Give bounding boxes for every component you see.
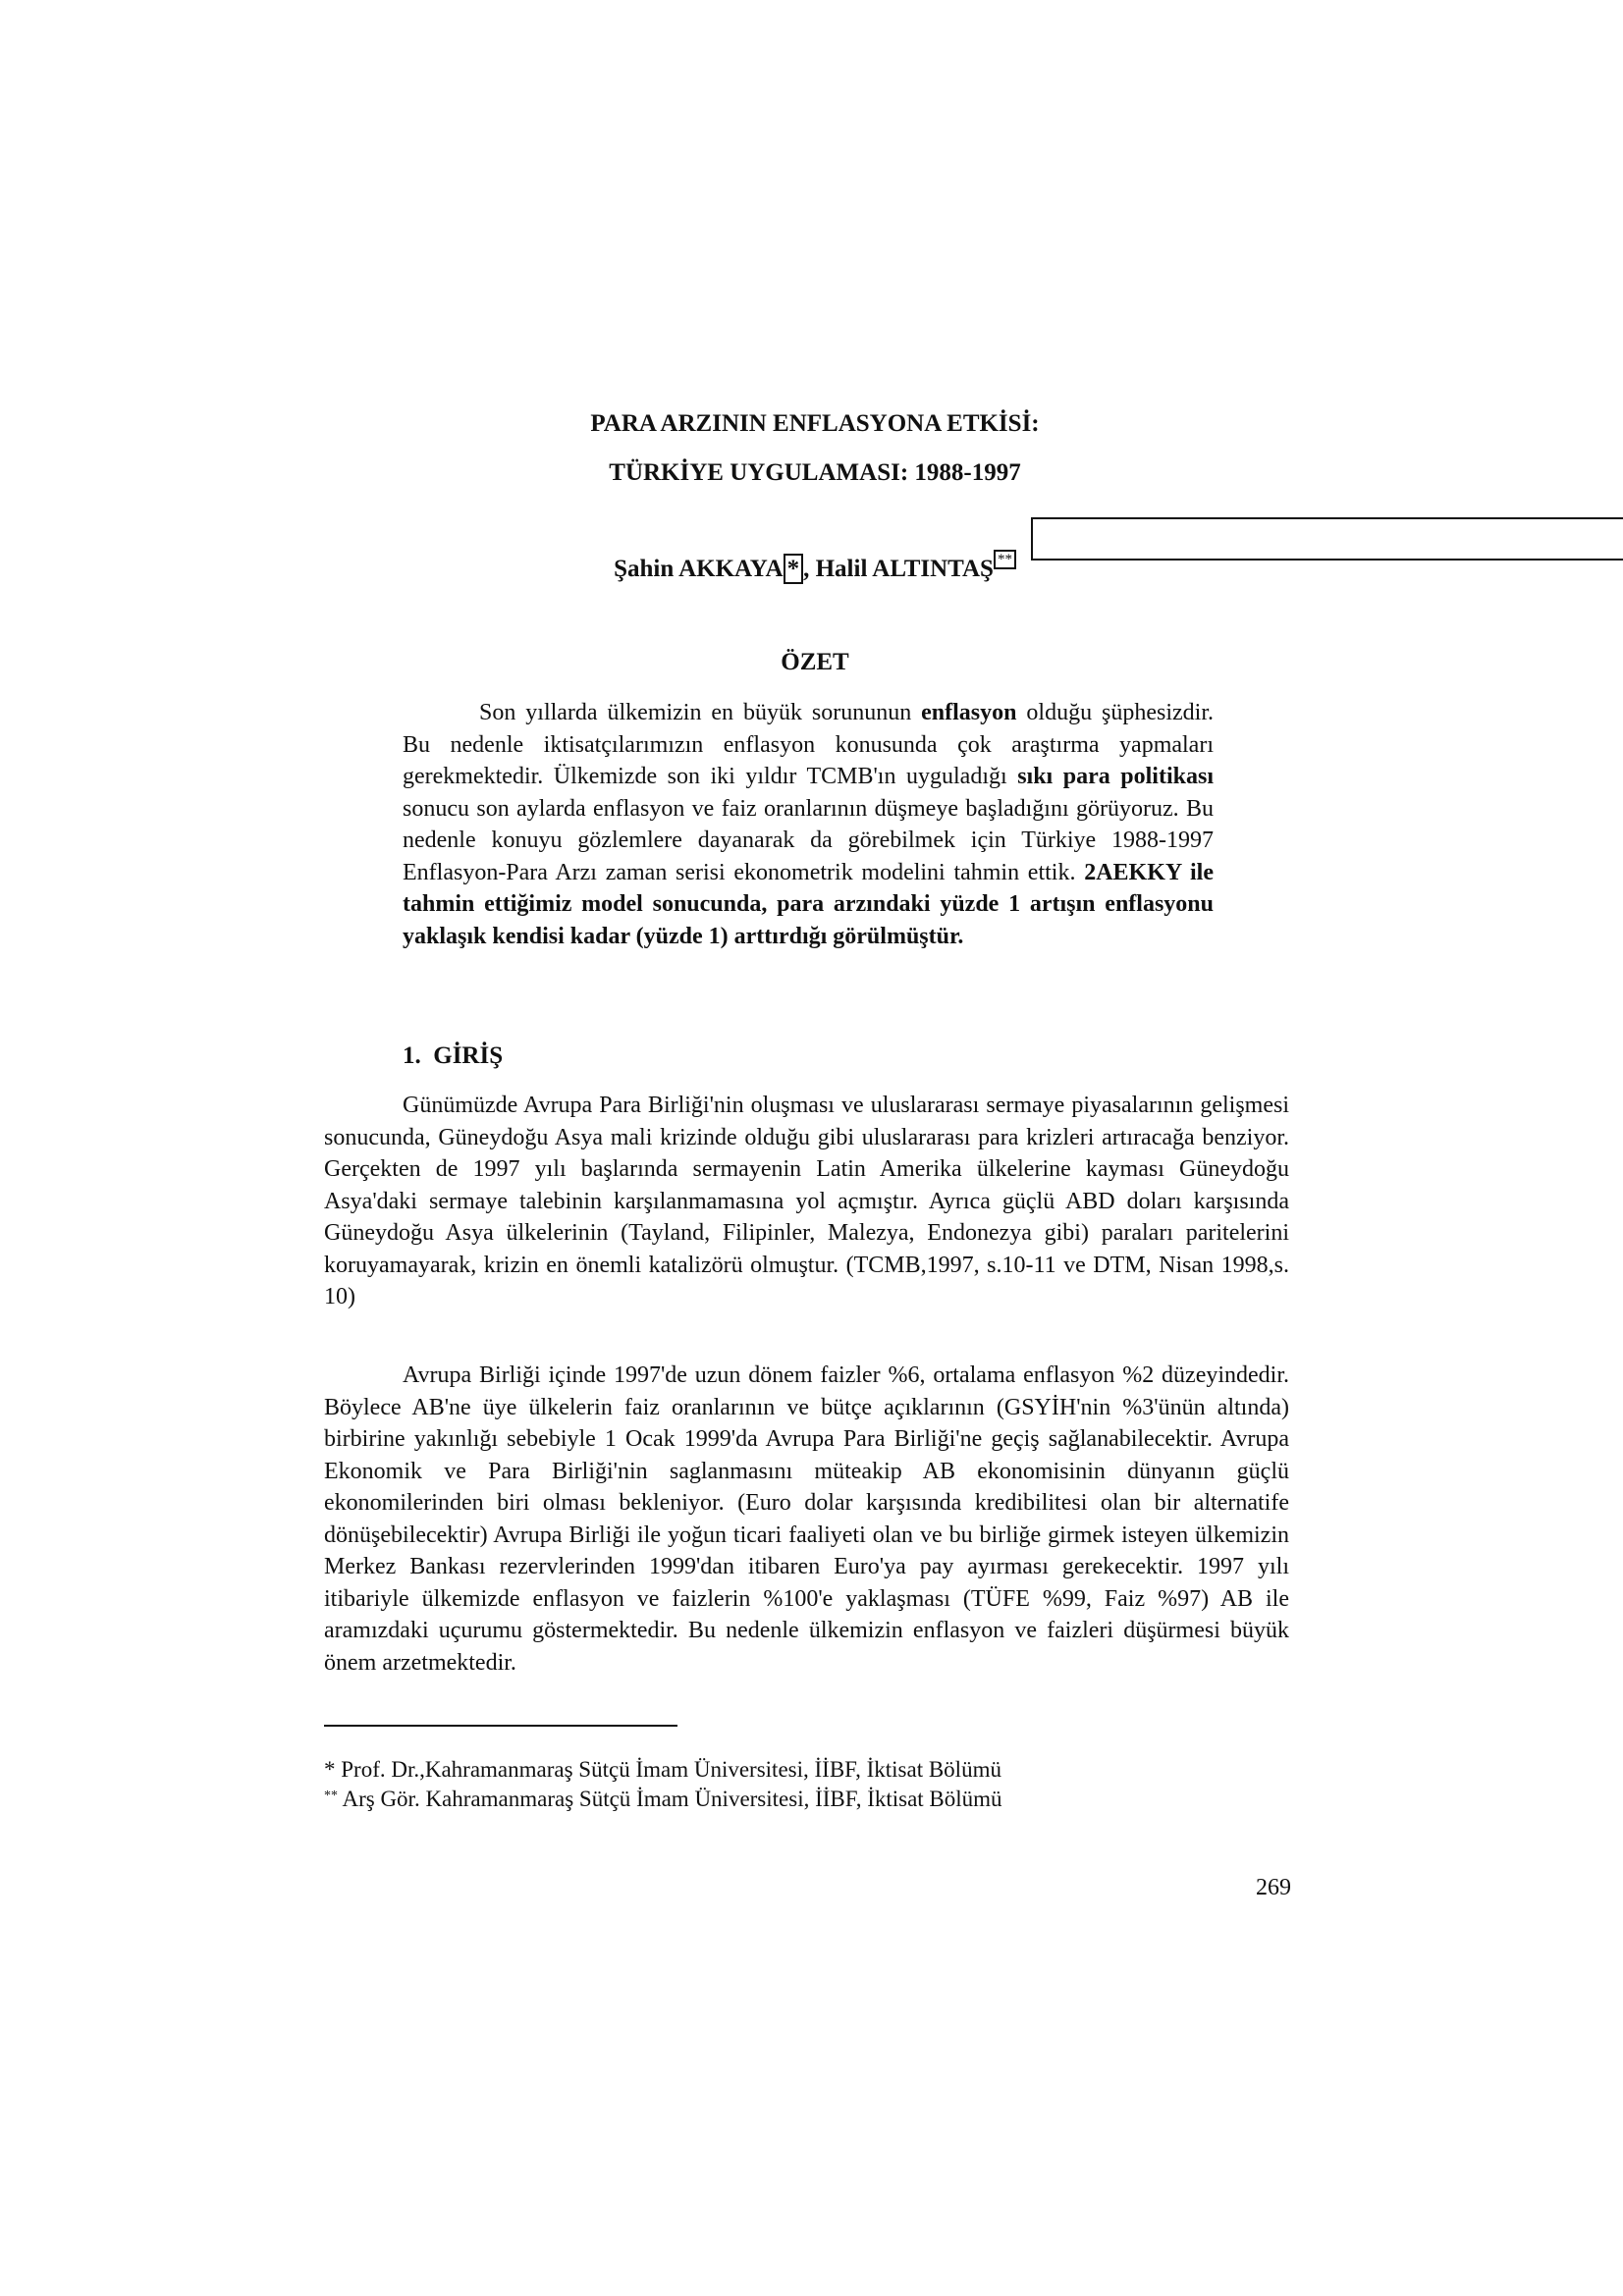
footnote-2	[324, 1785, 1002, 1814]
abstract-heading: ÖZET	[781, 649, 849, 675]
author-1-footnote-mark: *	[784, 554, 804, 584]
author-line	[324, 552, 1306, 583]
author-1-name: Şahin AKKAYA	[614, 556, 784, 582]
abstract-segment: Son yıllarda ülkemizin en büyük sorununun	[479, 700, 922, 725]
body-paragraph-1: Günümüzde Avrupa Para Birliği'nin oluşması ve uluslararası sermaye piyasalarının gelişmesi sonucunda, Güneydoğu Asya mali krizinde olduğu gibi uluslararası para krizleri artıracağa benziyor. Gerçekten de 1997 yılı başlarında sermayenin Latin Amerika ülkelerine kayması Güneydoğu Asya'daki sermaye talebinin karşılanmamasına yol açmıştır. Ayrıca güçlü ABD doları karşısında Güneydoğu Asya ülkelerinin (Tayland, Filipinler, Malezya, Endonezya gibi) paraları paritelerini koruyamayarak, krizin en önemli katalizörü olmuştur. (TCMB,1997, s.10-11 ve DTM, Nisan 1998,s. 10)	[324, 1093, 1289, 1309]
author-separator: ,	[803, 556, 816, 582]
paper-title-line-1: PARA ARZININ ENFLASYONA ETKİSİ:	[590, 410, 1040, 437]
abstract-bold-segment: 2AEKKY ile tahmin ettiğimiz model sonucunda, para arzındaki yüzde 1 artışın enflasyonu yaklaşık kendisi kadar (yüzde 1) arttırdığı görülmüştür.	[403, 859, 1215, 949]
comment-connector-line	[1031, 517, 1623, 561]
section-number: 1.	[403, 1042, 421, 1069]
footnote-1-text: Prof. Dr.,Kahramanmaraş Sütçü İmam Üniversitesi, İİBF, İktisat Bölümü	[341, 1757, 1001, 1782]
page-number: 269	[1256, 1875, 1291, 1900]
abstract-bold-segment: enflasyon	[921, 700, 1017, 725]
section-heading	[403, 1042, 503, 1070]
body-paragraph-2: Avrupa Birliği içinde 1997'de uzun dönem faizler %6, ortalama enflasyon %2 düzeyindedir. Böylece AB'ne üye ülkelerin faiz oranlarının ve bütçe açıklarının (GSYİH'nin %3'ünün altında) birbirine yakınlığı sebebiyle 1 Ocak 1999'da Avrupa Para Birliği'ne geçiş sağlanabilecektir. Avrupa Ekonomik ve Para Birliği'nin saglanmasını müteakip AB ekonomisinin dünyanın güçlü ekonomilerinden biri olması bekleniyor. (Euro dolar karşısında kredibilitesi olan bir alternatife dönüşebilecektir) Avrupa Birliği ile yoğun ticari faaliyeti olan ve bu birliğe girmek isteyen ülkemizin Merkez Bankası rezervlerinden 1999'dan itibaren Euro'ya pay ayırması gerekecektir. 1997 yılı itibariyle ülkemizde enflasyon ve faizlerin %100'e yaklaşması (TÜFE %99, Faiz %97) AB ile aramızdaki uçurumu göstermektedir. Bu nedenle ülkemizin enflasyon ve faizleri düşürmesi büyük önem arzetmektedir.	[324, 1362, 1289, 1676]
abstract-segment: sonucu son aylarda enflasyon ve faiz oranlarının düşmeye başladığını görüyoruz. Bu nedenle konuyu gözlemlere dayanarak da görebilmek için Türkiye 1988-1997 Enflasyon-Para Arzı zaman serisi ekonometrik modelini tahmin ettik.	[403, 795, 1214, 885]
paper-title-line-2: TÜRKİYE UYGULAMASI: 1988-1997	[609, 459, 1021, 486]
footnote-2-mark: **	[324, 1789, 338, 1803]
author-2-name: Halil ALTINTAŞ	[815, 556, 994, 582]
abstract-text	[403, 697, 1214, 952]
section-title: GİRİŞ	[433, 1042, 504, 1069]
author-2-footnote-mark: **	[994, 550, 1016, 569]
abstract-bold-segment: sıkı para politikası	[1017, 764, 1214, 789]
footnote-separator	[324, 1725, 677, 1727]
abstract-segment: olduğu şüphesizdir. Bu nedenle iktisatçılarımızın enflasyon konusunda çok araştırma yapmaları gerekmektedir. Ülkemizde son iki yıldır TCMB'ın uyguladığı	[403, 700, 1214, 789]
footnote-1-mark: *	[324, 1757, 342, 1782]
footnote-2-text: Arş Gör. Kahramanmaraş Sütçü İmam Üniversitesi, İİBF, İktisat Bölümü	[338, 1787, 1002, 1811]
footnotes	[324, 1755, 1002, 1814]
footnote-1	[324, 1755, 1002, 1785]
